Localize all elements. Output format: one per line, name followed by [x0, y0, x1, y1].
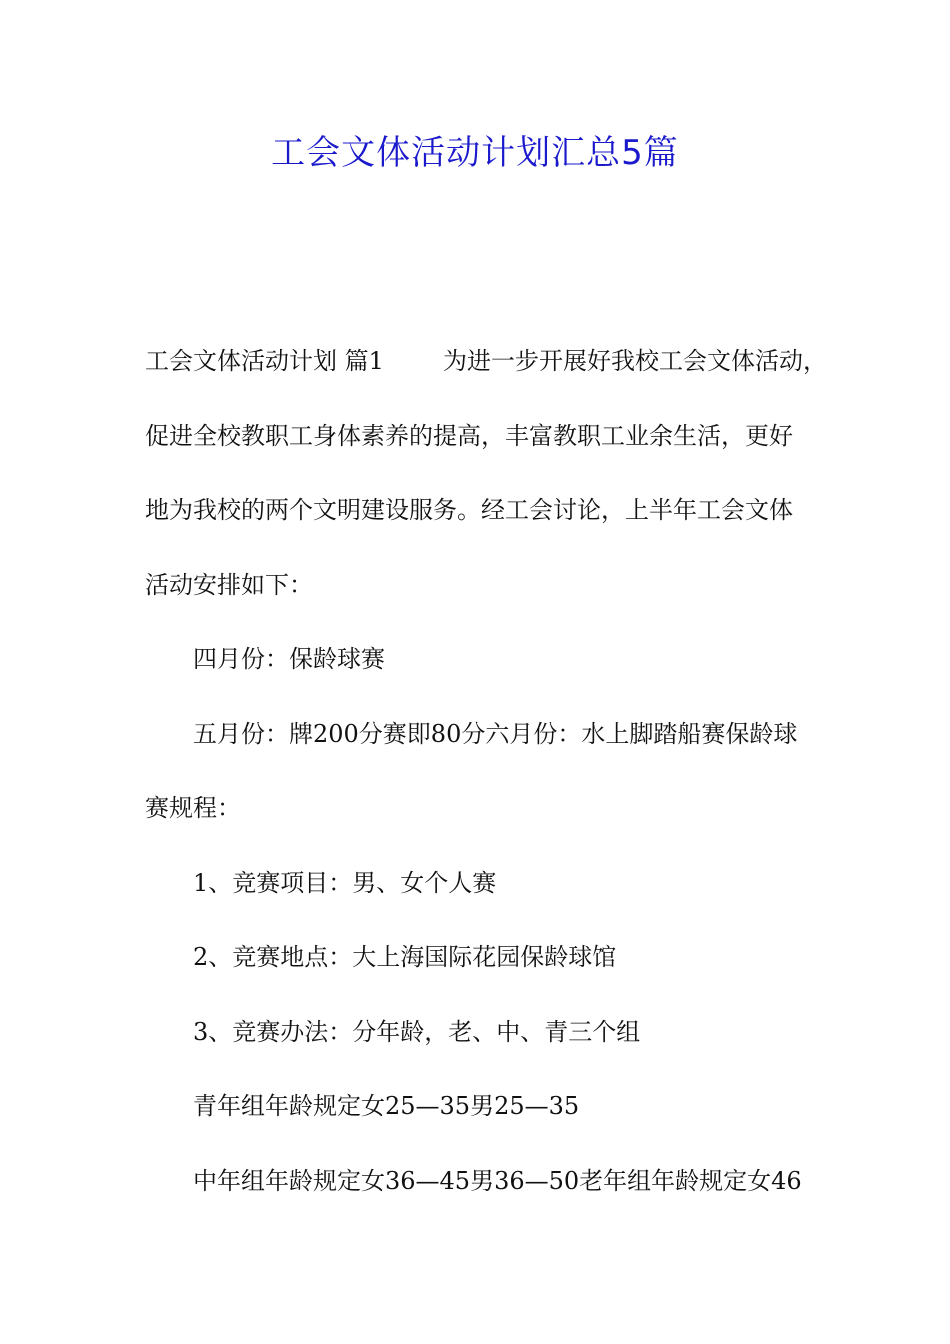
paragraph-line: 地为我校的两个文明建设服务。经工会讨论，上半年工会文体 — [145, 496, 793, 524]
paragraph-line: 促进全校教职工身体素养的提高，丰富教职工业余生活，更好 — [145, 421, 793, 450]
section-heading: 工会文体活动计划 篇1 — [145, 347, 384, 375]
paragraph-line: 青年组年龄规定女25—35男25—35 — [193, 1092, 580, 1120]
paragraph-line: 活动安排如下： — [145, 570, 313, 599]
document-body — [145, 336, 827, 1230]
paragraph-line: 五月份：牌200分赛即80分六月份：水上脚踏船赛保龄球 — [193, 719, 798, 748]
list-item: 1、竞赛项目：男、女个人赛 — [193, 868, 497, 897]
paragraph-line — [145, 336, 827, 411]
list-item: 3、竞赛办法：分年龄，老、中、青三个组 — [193, 1017, 641, 1046]
paragraph-line: 赛规程： — [145, 794, 241, 822]
document-title: 工会文体活动计划汇总5篇 — [271, 133, 679, 173]
paragraph-line: 中年组年龄规定女36—45男36—50老年组年龄规定女46 — [193, 1166, 802, 1195]
paragraph-text: 为进一步开展好我校工会文体活动， — [443, 347, 827, 375]
paragraph-line: 四月份：保龄球赛 — [193, 645, 385, 673]
list-item: 2、竞赛地点：大上海国际花园保龄球馆 — [193, 943, 617, 971]
